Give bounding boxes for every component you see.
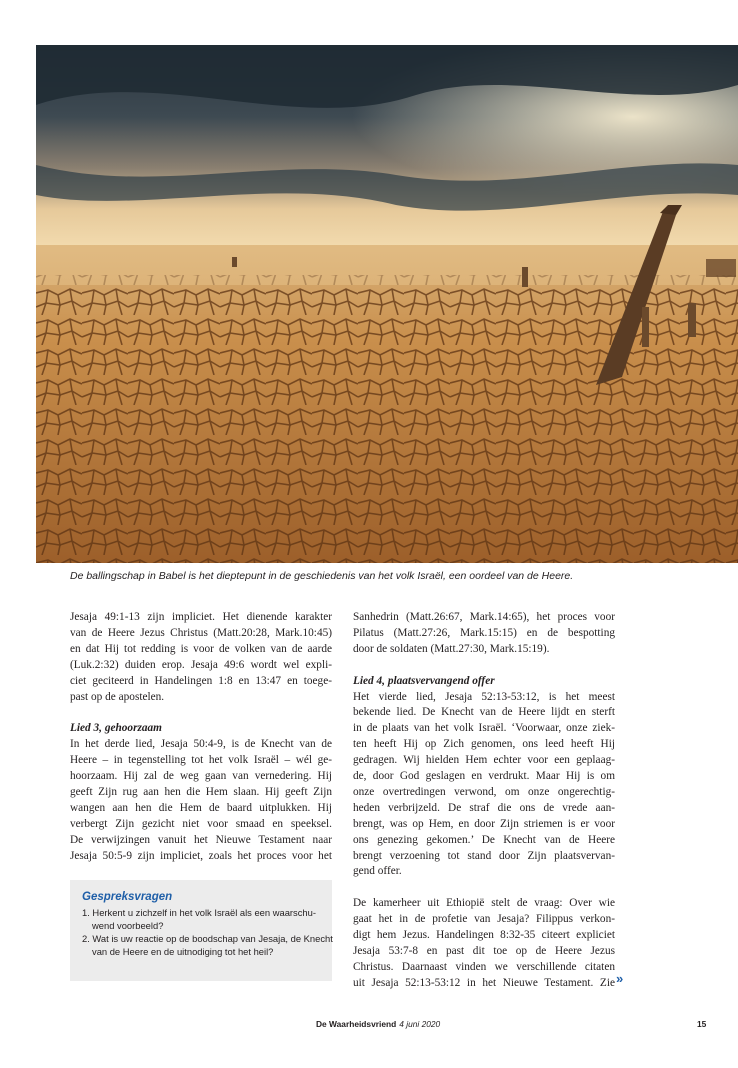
text-line: ciet geciteerd in Handelingen 1:8 en 13:47 en toege- — [70, 674, 332, 687]
drought-landscape-photo — [36, 45, 738, 563]
publication-name: De Waarheidsvriend — [316, 1019, 397, 1029]
text-line: past op de apostelen. — [70, 690, 165, 703]
paragraph — [70, 610, 332, 705]
text-line: onze overtredingen verwond, om onze ongerechtig- — [353, 785, 615, 798]
text-line: ten heeft Hij op Zich genomen, ons leed heeft Hij — [353, 738, 615, 751]
text-line: Jesaja 53:7-8 en past dit toe op de Heere Jezus — [353, 945, 615, 957]
text-line: ons genezing gekomen.’ De Knecht van de Heere — [353, 833, 615, 846]
photo-caption: De ballingschap in Babel is het dieptepunt in de geschiedenis van het volk Israël, een oordeel van de Heere. — [70, 570, 574, 582]
text-line: geeft Zijn rug aan hen die Hem slaan. Hij geeft Zijn — [70, 785, 332, 798]
right-column — [353, 610, 615, 992]
text-line: Sanhedrin (Matt.26:67, Mark.14:65), het proces voor — [353, 611, 615, 623]
text-line: de, door God geslagen en verdrukt. Maar Hij is om — [353, 770, 615, 783]
text-line: (Luk.2:32) duiden erop. Jesaja 49:6 wordt wel expli- — [70, 658, 332, 671]
paragraph — [70, 737, 332, 864]
discussion-questions-box — [70, 880, 332, 981]
text-line: en dat Hij tot redding is voor de volken van de aarde — [70, 642, 332, 655]
text-line: van de Heere Jezus Christus (Matt.20:28, Mark.10:45) — [70, 626, 332, 639]
page-number: 15 — [697, 1019, 707, 1029]
text-line: digt hem Jezus. Handelingen 8:32-35 citeert expliciet — [353, 929, 615, 942]
text-line: gedragen. Wij hielden Hem echter voor een geplaag- — [353, 754, 615, 767]
text-line: De kamerheer uit Ethiopië stelt de vraag: Over wie — [353, 897, 615, 910]
box-title: Gespreksvragen — [82, 891, 173, 903]
text-line: In het derde lied, Jesaja 50:4-9, is de Knecht van de — [70, 738, 332, 751]
continue-arrow: » — [616, 971, 624, 986]
text-line: hoorzaam. Hij zal de weg gaan van vernedering. Hij — [70, 770, 332, 783]
publication-footer — [316, 1019, 440, 1029]
text-line: Heere – in tegenstelling tot het volk Israël – wél ge- — [70, 754, 332, 767]
text-line: Jesaja 50:5-9 zijn impliciet, zoals het proces voor het — [70, 849, 332, 862]
text-line: brengt verzoening tot stand door Zijn plaatsvervan- — [353, 849, 615, 862]
text-line: Het vierde lied, Jesaja 52:13-53:12, is het meest — [353, 690, 615, 703]
paragraph — [353, 690, 615, 881]
text-line: door de soldaten (Matt.27:30, Mark.15:19). — [353, 642, 550, 655]
text-line: De verwijzingen vanuit het Nieuwe Testament naar — [70, 833, 332, 846]
text-line: gend offer. — [353, 865, 402, 878]
text-line: Jesaja 49:1-13 zijn impliciet. Het dienende karakter — [70, 611, 332, 623]
section-heading: Lied 3, gehoorzaam — [70, 722, 162, 735]
section-heading: Lied 4, plaatsvervangend offer — [353, 674, 495, 687]
text-line: Pilatus (Matt.27:26, Mark.15:15) en de bespotting — [353, 626, 615, 639]
text-line: Christus. Daarnaast vinden we verschillende citaten — [353, 960, 615, 973]
question-2-continued: van de Heere en de uitnodiging tot het heil? — [92, 946, 274, 957]
text-line: brengt, was op Hem, en door Zijn striemen is er voor — [353, 817, 615, 830]
question-1-continued: wend voorbeeld? — [92, 920, 164, 931]
text-line: gaat het in de profetie van Jesaja? Filippus verkon- — [353, 913, 615, 926]
paragraph — [353, 896, 615, 991]
question-2: 2. Wat is uw reactie op de boodschap van Jesaja, de Knecht — [82, 933, 333, 944]
text-line: heden verbrijzeld. De straf die ons de vrede aan- — [353, 801, 615, 814]
question-1: 1. Herkent u zichzelf in het volk Israël als een waarschu- — [82, 907, 316, 918]
issue-date: 4 juni 2020 — [399, 1019, 441, 1029]
page-footer — [0, 1019, 738, 1033]
photo-illustration — [36, 45, 738, 563]
left-column — [70, 610, 332, 864]
text-line: uit Jesaja 52:13-53:12 in het Nieuwe Testament. Zie — [353, 976, 615, 989]
paragraph — [353, 610, 615, 658]
text-line: wangen aan hen die Hem de baard uitplukken. Hij — [70, 801, 332, 814]
text-line: in de plaats van het volk Israël. ‘Voorwaar, onze ziek- — [353, 722, 615, 735]
text-line: verbergt Zijn gezicht niet voor smaad en speeksel. — [70, 817, 332, 830]
text-line: bekende lied. De Knecht van de Heere lijdt en sterft — [353, 706, 615, 719]
